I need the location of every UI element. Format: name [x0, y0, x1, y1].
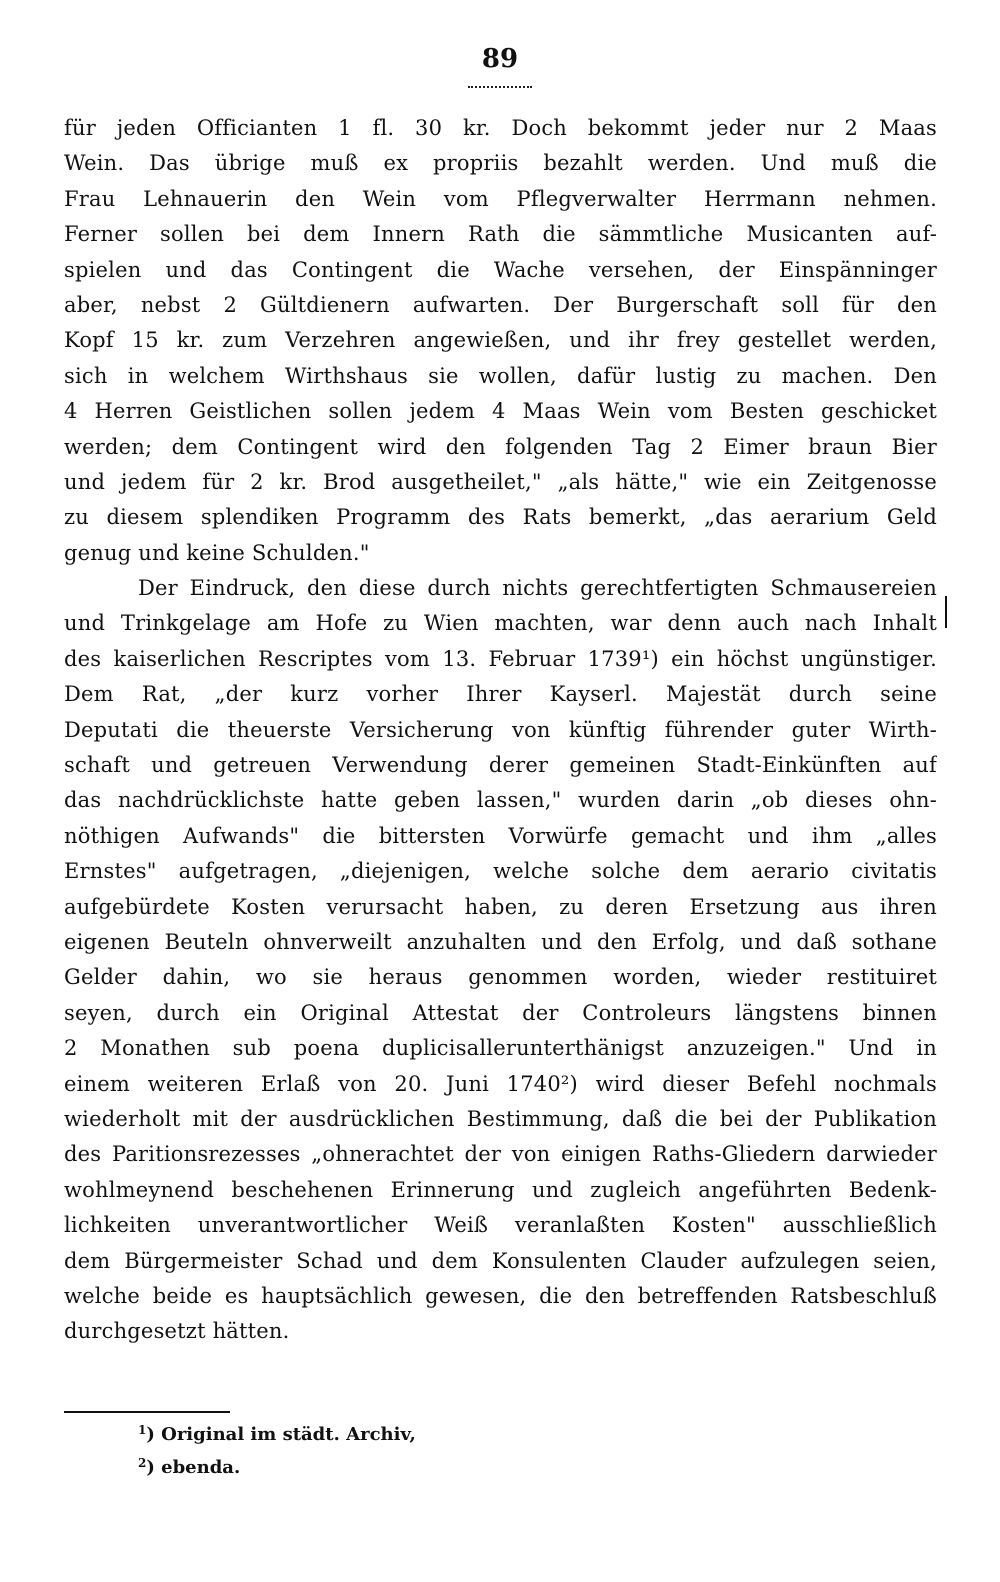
text-line: lichkeiten unverantwortlicher Weiß veranlaßten Kosten" ausschließlich [64, 1213, 937, 1238]
text-line: Frau Lehnauerin den Wein vom Pflegverwalter Herrmann nehmen. [64, 186, 937, 211]
text-line: Ferner sollen bei dem Innern Rath die sämmtliche Musicanten auf- [64, 222, 937, 247]
footnote-marker: 2 [138, 1456, 147, 1470]
text-line: Dem Rat, „der kurz vorher Ihrer Kayserl. Majestät durch seine [64, 682, 937, 707]
footnote-text: ) ebenda. [146, 1457, 241, 1478]
margin-mark [945, 596, 947, 628]
text-line: aufgebürdete Kosten verursacht haben, zu deren Ersetzung aus ihren [64, 894, 937, 919]
text-line: und Trinkgelage am Hofe zu Wien machten, war denn auch nach Inhalt [64, 611, 937, 636]
footnote [138, 1451, 738, 1484]
text-line: nöthigen Aufwands" die bittersten Vorwürfe gemacht und ihm „alles [64, 823, 937, 848]
text-line: Ernstes" aufgetragen, „diejenigen, welche solche dem aerario civitatis [64, 859, 937, 884]
text-line: des Paritionsrezesses „ohnerachtet der von einigen Raths-Gliedern darwieder [64, 1142, 937, 1167]
text-line: Kopf 15 kr. zum Verzehren angewießen, und ihr frey gestellet werden, [64, 328, 937, 353]
text-line: dem Bürgermeister Schad und dem Konsulenten Clauder aufzulegen seien, [64, 1248, 937, 1273]
text-line: aber, nebst 2 Gültdienern aufwarten. Der Burgerschaft soll für den [64, 292, 937, 317]
text-line: des kaiserlichen Rescriptes vom 13. Februar 1739¹) ein höchst ungünstiger. [64, 646, 937, 671]
text-line: für jeden Officianten 1 fl. 30 kr. Doch bekommt jeder nur 2 Maas [64, 116, 937, 140]
text-line: werden; dem Contingent wird den folgenden Tag 2 Eimer braun Bier [64, 434, 937, 459]
text-line: 4 Herren Geistlichen sollen jedem 4 Maas Wein vom Besten geschicket [64, 399, 937, 424]
text-line: durchgesetzt hätten. [64, 1319, 290, 1344]
text-line: eigenen Beuteln ohnverweilt anzuhalten und den Erfolg, und daß sothane [64, 929, 937, 954]
text-line: 2 Monathen sub poena duplicisallerunterthänigst anzuzeigen." Und in [64, 1036, 937, 1061]
paragraph-start-line: Der Eindruck, den diese durch nichts gerechtfertigten Schmausereien [138, 576, 937, 601]
text-line: wohlmeynend beschehenen Erinnerung und zugleich angeführten Bedenk- [64, 1177, 937, 1202]
page-number-divider [468, 86, 532, 88]
footnotes [138, 1418, 738, 1484]
text-line: einem weiteren Erlaß von 20. Juni 1740²) wird dieser Befehl nochmals [64, 1071, 937, 1096]
text-line: Wein. Das übrige muß ex propriis bezahlt werden. Und muß die [64, 151, 937, 176]
text-line: das nachdrücklichste hatte geben lassen," wurden darin „ob dieses ohn- [64, 788, 937, 813]
text-line: welche beide es hauptsächlich gewesen, die den betreffenden Ratsbeschluß [64, 1283, 937, 1308]
footnote [138, 1418, 738, 1451]
page-number: 89 [481, 44, 519, 74]
body-text [64, 111, 937, 1350]
text-line: spielen und das Contingent die Wache versehen, der Einspänninger [64, 257, 937, 282]
text-line: sich in welchem Wirthshaus sie wollen, dafür lustig zu machen. Den [64, 363, 937, 388]
footnote-marker: 1 [138, 1423, 147, 1437]
text-line: Gelder dahin, wo sie heraus genommen worden, wieder restituiret [64, 965, 937, 990]
text-line: wiederholt mit der ausdrücklichen Bestimmung, daß die bei der Publikation [64, 1106, 937, 1131]
text-line: und jedem für 2 kr. Brod ausgetheilet," „als hätte," wie ein Zeitgenosse [64, 469, 937, 494]
text-line: Deputati die theuerste Versicherung von künftig führender guter Wirth- [64, 717, 937, 742]
footnote-divider [64, 1411, 230, 1413]
text-line: genug und keine Schulden." [64, 540, 370, 565]
footnote-text: ) Original im städt. Archiv, [146, 1424, 416, 1445]
text-line: zu diesem splendiken Programm des Rats bemerkt, „das aerarium Geld [64, 505, 937, 530]
text-line: schaft und getreuen Verwendung derer gemeinen Stadt-Einkünften auf [64, 753, 937, 778]
text-line: seyen, durch ein Original Attestat der Controleurs längstens binnen [64, 1000, 937, 1025]
